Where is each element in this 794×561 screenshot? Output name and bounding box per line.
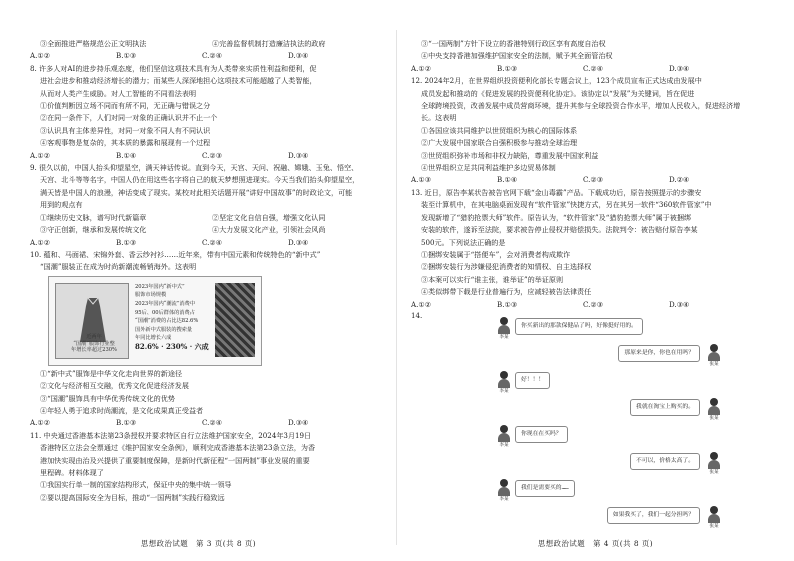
speaker-name: 李某 — [499, 496, 509, 502]
answer-option: A.①② — [30, 237, 51, 247]
answer-option: D.③④ — [288, 51, 309, 61]
right-page — [397, 0, 794, 561]
statement: ④客观事物是复杂的，其本质的暴露和展现有一个过程 — [40, 138, 211, 148]
chat-bubble: 我们是需要买的…… — [515, 480, 575, 497]
statement: ③“国潮”服饰具有中华优秀传统文化的优势 — [40, 393, 175, 403]
question-text: 满天皆是中国人的浪漫，神话变成了现实。某校对此相关话题开展“讲好中国故事”的时政论文，可能 — [40, 187, 353, 197]
question-text: “国潮”服装正在成为时尚新潮流畅销海外。这表明 — [40, 262, 197, 272]
question-text: 发现新增了“猎豹抢票大师”软件。原告认为，“软件管家”及“猎豹抢票大师”属于被捆绑 — [421, 212, 692, 222]
question-text: 进社会进步和推动经济增长的潜力；而某些人深深地担心这项技术可能超越了人类智能， — [40, 76, 317, 86]
statement: ④中央支持香港加强维护国家安全的法制，赋予其全面管治权 — [421, 51, 613, 61]
avatar — [707, 452, 721, 475]
fabric-pattern-image — [215, 283, 255, 357]
statement: ①“新中式”服饰是中华文化走向世界的新途径 — [40, 368, 183, 378]
statement-pair — [30, 224, 389, 236]
statement: ③本案可以实行“谁主张，谁举证”的举证原则 — [421, 274, 564, 284]
figure-caption: 服饰市场规模 — [135, 292, 167, 299]
answer-option: D.③④ — [669, 299, 690, 309]
answer-options — [30, 50, 389, 62]
avatar — [497, 317, 511, 340]
figure-stat-line: 95后、00后群体的消费占 — [135, 309, 195, 316]
question-text: 从而对人类产生威胁。对人工智能的不同看法表明 — [40, 88, 197, 98]
statement: ②要以提高国际安全为目标，推动“一国两制”实践行稳致远 — [40, 492, 225, 502]
answer-option: D.③④ — [288, 150, 309, 160]
statement: ③世贸组织弥补市场和非权力缺陷，尊重发展中国家利益 — [421, 150, 599, 160]
answer-option: D.③④ — [288, 237, 309, 247]
statement: ②广大发展中国家联合自强积极参与推动全球治理 — [421, 138, 578, 148]
statement: ④年轻人勇于追求时尚潮流，是文化成果真正受益者 — [40, 405, 204, 415]
speaker-name: 张某 — [709, 415, 719, 421]
fashion-stats-figure — [48, 276, 262, 366]
question-number: 14. — [411, 310, 423, 320]
question-stem: 10. 蕴和、马面裙、宋锦外套、香云纱衬衫……近年来，带有中国元素和传统特色的“新中式” — [30, 249, 321, 259]
question-text: 500元。下列说法正确的是 — [421, 237, 506, 247]
statement: ①各国应该共同维护以世贸组织为核心的国际体系 — [421, 125, 578, 135]
question-text: 装至计算机中，在其电脑桌面发现有“软件管家”快捷方式，另在其另一软件“360软件管家”中 — [421, 200, 712, 210]
figure-caption-sub: 近两年 — [86, 333, 102, 340]
question-stem: 13. 近日，原告李某状告被告官网下载“金山毒霸”产品。下载成功后，原告按照提示的步骤安 — [411, 187, 702, 197]
answer-option: C.②③ — [583, 175, 604, 185]
answer-option: B.①④ — [116, 150, 137, 160]
statement: ③全面推进严格规范公正文明执法 — [40, 39, 147, 48]
answer-option: A.①② — [30, 418, 51, 428]
answer-option: B.①③ — [116, 418, 137, 428]
question-text: 香港特区立法会全票通过《维护国家安全条例》，顺利完成香港基本法第23条立法，为香 — [40, 443, 316, 453]
question-text: 安装的软件，遂诉至法院，要求被告停止侵权并赔偿损失。法院判令：被告赔付原告李某 — [421, 225, 698, 235]
statement: ④世界组织立足共同利益维护多边贸易体制 — [421, 163, 556, 173]
answer-option: A.①② — [411, 299, 432, 309]
answer-options — [411, 299, 776, 311]
statement: ③“一国两制”方针下设立的香港特别行政区享有高度自治权 — [421, 39, 606, 48]
chat-bubble: 你现在在买吗？ — [515, 426, 568, 443]
answer-options — [30, 237, 389, 249]
avatar — [707, 506, 721, 529]
question-text: 港加快实现由治及兴提供了重要制度保障，是新时代新征程“一国两制”事业发展的重要 — [40, 455, 310, 465]
chat-bubble: 如果我买了，我们一起分担吗？ — [607, 507, 700, 524]
figure-highlight: 82.6% · 230% · 六成 — [135, 341, 209, 351]
avatar — [707, 398, 721, 421]
question-stem: 12. 2024年2月，在世界组织投资便利化部长专题会议上，123个成员宣布正式达成由发展中 — [411, 76, 702, 86]
answer-option: C.②④ — [202, 418, 223, 428]
answer-option: C.②③ — [583, 299, 604, 309]
question-stem: 8. 许多人对AI的进步持乐观态度，他们坚信这项技术具有为人类带来实质性利益和便利，促 — [30, 63, 317, 73]
statement-pair — [30, 38, 389, 50]
question-stem: 9. 很久以前，中国人抬头仰望星空，满天神话传说。直到今天，天宫、天问、祝融、嫦娥、玉兔、悟空、 — [30, 163, 359, 173]
statement: ①捆绑安装属于“搭便车”，会对消费者构成欺诈 — [421, 249, 571, 259]
answer-option: B.①④ — [497, 175, 518, 185]
answer-option: B.①③ — [497, 63, 518, 73]
answer-options — [411, 63, 776, 75]
chat-bubble: 好！！！ — [515, 372, 550, 389]
question-text: 用到的观点有 — [40, 200, 83, 210]
avatar — [497, 479, 511, 502]
answer-option: B.①③ — [116, 237, 137, 247]
answer-option: C.②④ — [202, 51, 223, 61]
avatar — [707, 344, 721, 367]
answer-option: A.①③ — [411, 175, 432, 185]
answer-option: C.②④ — [202, 237, 223, 247]
statement: ④大力发展文化产业，引领社会风尚 — [212, 225, 326, 235]
chat-bubble: 那原来是你，你也在用吗？ — [618, 345, 700, 362]
statement: ③守正创新，继承和发展传统文化 — [40, 225, 147, 235]
answer-option: A.①② — [30, 51, 51, 61]
figure-caption: 2023年国内“新中式” — [135, 283, 185, 290]
answer-option: C.②④ — [583, 63, 604, 73]
figure-caption-sub: “国潮”服饰行业整 — [73, 340, 115, 347]
answer-option: D.③④ — [288, 418, 309, 428]
speaker-name: 张某 — [709, 469, 719, 475]
figure-stat-line: “国潮”消费的占比达82.6% — [135, 318, 199, 325]
question-text: 里程碑。材料体现了 — [40, 467, 104, 477]
page-footer: 思想政治试题 第 3 页(共 8 页) — [140, 539, 257, 548]
statement: ④类似绑带下载是行业普遍行为，应减轻被告法律责任 — [421, 287, 592, 297]
chat-bubble: 你买新出的那款保健品了吗，好像挺好用的。 — [515, 318, 643, 335]
answer-option: B.①③ — [497, 299, 518, 309]
question-stem: 11. 中央通过香港基本法第23条授权并要求特区自行立法维护国家安全，2024年3月19日 — [30, 430, 312, 440]
question-text: 天宫、北斗等等名字，中国人仍在用这些名字将自己的航天梦想照进现实。今天当我们抬头仰望星空， — [40, 175, 360, 185]
answer-option: D.②④ — [669, 175, 690, 185]
answer-options — [30, 417, 389, 429]
speaker-name: 张某 — [709, 361, 719, 367]
figure-stat-line: 年同比增长六成 — [135, 335, 172, 342]
question-text: 长。这表明 — [421, 113, 457, 123]
statement: ①继续历史文脉，谱写时代新篇章 — [40, 212, 147, 222]
speaker-name: 张某 — [709, 523, 719, 529]
page-footer: 思想政治试题 第 4 页(共 8 页) — [537, 539, 654, 548]
answer-option: D.③④ — [669, 63, 690, 73]
statement: ②捆绑安装行为涉嫌侵犯消费者的知情权、自主选择权 — [421, 262, 592, 272]
chat-bubble: 不可以，价格太高了。 — [630, 453, 700, 470]
statement: ②文化与经济相互交融，优秀文化促进经济发展 — [40, 381, 189, 391]
speaker-name: 李某 — [499, 388, 509, 394]
answer-option: B.①③ — [116, 51, 137, 61]
answer-option: A.①② — [30, 150, 51, 160]
speaker-name: 李某 — [499, 334, 509, 340]
figure-stat-line: 国外新中式服装的搜索量 — [135, 326, 193, 333]
answer-option: A.①② — [411, 63, 432, 73]
question-text: 成员发起和推动的《促进发展的投资便利化协定》。该协定以“发展”为关键词，旨在促进 — [421, 88, 695, 98]
statement: ②坚定文化自信自强，增强文化认同 — [212, 212, 326, 222]
dress-photo-panel — [55, 283, 129, 359]
answer-option: C.②③ — [202, 150, 223, 160]
statement: ④完善监督机制打造廉洁执法的政府 — [212, 39, 326, 48]
answer-options — [411, 174, 776, 186]
figure-caption-sub: 年增长率超过230% — [71, 347, 117, 354]
q14-chat-dialogue — [411, 310, 776, 535]
statement: ③认识具有主体差异性，对同一对象不同人有不同认识 — [40, 125, 211, 135]
figure-stat-line: 2023年国内“潮流”消费中 — [135, 300, 196, 307]
chat-bubble: 我就在淘宝上购买的。 — [630, 399, 700, 416]
question-text: 全球跨境投资，改善发展中成员营商环境，提升其参与全球投资合作水平，增加人民收入，促进经济增 — [421, 101, 741, 111]
speaker-name: 李某 — [499, 442, 509, 448]
answer-options — [30, 150, 389, 162]
statement: ①价值判断因立场不同而有所不同，无正确与错误之分 — [40, 101, 211, 111]
avatar — [497, 371, 511, 394]
statement: ②在同一条件下，人们对同一对象的正确认识并不止一个 — [40, 113, 218, 123]
avatar — [497, 425, 511, 448]
statement: ①我国实行单一制的国家结构形式，保证中央的集中统一领导 — [40, 480, 232, 490]
figure-stats — [135, 283, 213, 357]
statement-pair — [30, 212, 389, 224]
